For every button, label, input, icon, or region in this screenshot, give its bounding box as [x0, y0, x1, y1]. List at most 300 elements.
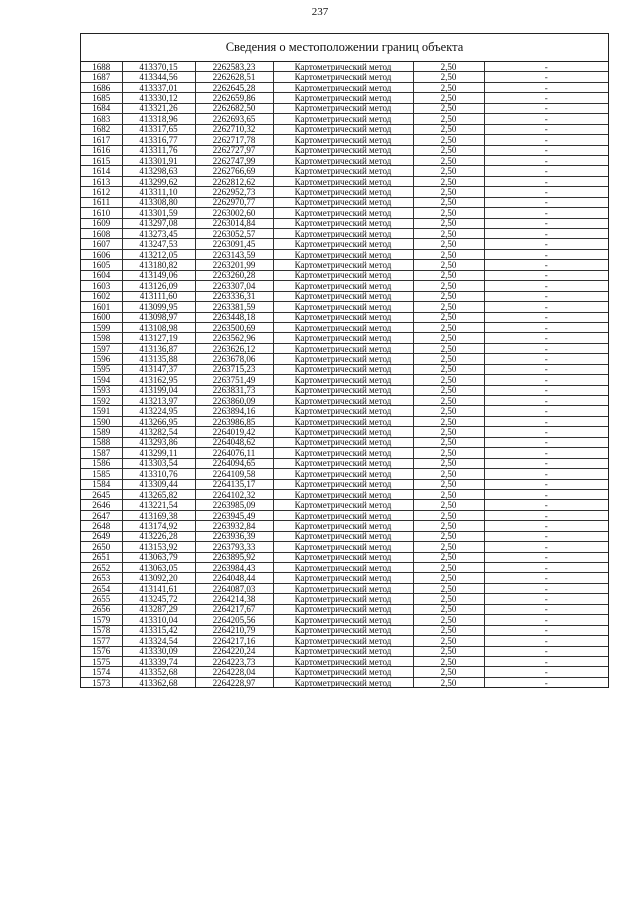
point-number-cell: 1616 — [81, 145, 122, 155]
method-cell: Картометрический метод — [273, 636, 413, 646]
x-coordinate-cell: 413293,86 — [122, 437, 195, 447]
method-cell: Картометрический метод — [273, 406, 413, 416]
y-coordinate-cell: 2264217,67 — [195, 604, 273, 614]
accuracy-cell: 2,50 — [413, 343, 484, 353]
y-coordinate-cell: 2262710,32 — [195, 124, 273, 134]
method-cell: Картометрический метод — [273, 604, 413, 614]
table-row — [81, 448, 608, 458]
note-cell: - — [484, 72, 608, 82]
y-coordinate-cell: 2263860,09 — [195, 396, 273, 406]
accuracy-cell: 2,50 — [413, 218, 484, 228]
point-number-cell: 1599 — [81, 322, 122, 332]
accuracy-cell: 2,50 — [413, 625, 484, 635]
x-coordinate-cell: 413224,95 — [122, 406, 195, 416]
table-row — [81, 343, 608, 353]
table-row — [81, 469, 608, 479]
accuracy-cell: 2,50 — [413, 500, 484, 510]
boundary-table-frame — [80, 33, 609, 688]
note-cell: - — [484, 187, 608, 197]
table-row — [81, 646, 608, 656]
accuracy-cell: 2,50 — [413, 114, 484, 124]
note-cell: - — [484, 166, 608, 176]
method-cell: Картометрический метод — [273, 82, 413, 92]
table-row — [81, 583, 608, 593]
y-coordinate-cell: 2262693,65 — [195, 114, 273, 124]
note-cell: - — [484, 656, 608, 666]
note-cell: - — [484, 677, 608, 687]
method-cell: Картометрический метод — [273, 187, 413, 197]
method-cell: Картометрический метод — [273, 145, 413, 155]
note-cell: - — [484, 375, 608, 385]
table-body — [81, 62, 608, 687]
point-number-cell: 2651 — [81, 552, 122, 562]
note-cell: - — [484, 636, 608, 646]
accuracy-cell: 2,50 — [413, 677, 484, 687]
accuracy-cell: 2,50 — [413, 124, 484, 134]
table-row — [81, 396, 608, 406]
table-row — [81, 573, 608, 583]
method-cell: Картометрический метод — [273, 677, 413, 687]
method-cell: Картометрический метод — [273, 208, 413, 218]
method-cell: Картометрический метод — [273, 458, 413, 468]
x-coordinate-cell: 413301,91 — [122, 155, 195, 165]
y-coordinate-cell: 2263894,16 — [195, 406, 273, 416]
x-coordinate-cell: 413298,63 — [122, 166, 195, 176]
method-cell: Картометрический метод — [273, 521, 413, 531]
x-coordinate-cell: 413344,56 — [122, 72, 195, 82]
point-number-cell: 2645 — [81, 489, 122, 499]
method-cell: Картометрический метод — [273, 667, 413, 677]
point-number-cell: 1683 — [81, 114, 122, 124]
point-number-cell: 2656 — [81, 604, 122, 614]
x-coordinate-cell: 413311,10 — [122, 187, 195, 197]
table-row — [81, 563, 608, 573]
table-row — [81, 135, 608, 145]
x-coordinate-cell: 413287,29 — [122, 604, 195, 614]
note-cell: - — [484, 239, 608, 249]
table-row — [81, 521, 608, 531]
y-coordinate-cell: 2264205,56 — [195, 615, 273, 625]
point-number-cell: 1592 — [81, 396, 122, 406]
note-cell: - — [484, 281, 608, 291]
accuracy-cell: 2,50 — [413, 333, 484, 343]
x-coordinate-cell: 413311,76 — [122, 145, 195, 155]
method-cell: Картометрический метод — [273, 531, 413, 541]
note-cell: - — [484, 646, 608, 656]
y-coordinate-cell: 2262583,23 — [195, 62, 273, 72]
point-number-cell: 1682 — [81, 124, 122, 134]
table-row — [81, 124, 608, 134]
note-cell: - — [484, 396, 608, 406]
x-coordinate-cell: 413149,06 — [122, 270, 195, 280]
note-cell: - — [484, 260, 608, 270]
accuracy-cell: 2,50 — [413, 396, 484, 406]
table-row — [81, 208, 608, 218]
point-number-cell: 2654 — [81, 583, 122, 593]
accuracy-cell: 2,50 — [413, 416, 484, 426]
table-row — [81, 500, 608, 510]
accuracy-cell: 2,50 — [413, 489, 484, 499]
table-row — [81, 656, 608, 666]
point-number-cell: 1609 — [81, 218, 122, 228]
table-row — [81, 281, 608, 291]
accuracy-cell: 2,50 — [413, 176, 484, 186]
y-coordinate-cell: 2263895,92 — [195, 552, 273, 562]
accuracy-cell: 2,50 — [413, 72, 484, 82]
point-number-cell: 1607 — [81, 239, 122, 249]
y-coordinate-cell: 2263678,06 — [195, 354, 273, 364]
table-row — [81, 145, 608, 155]
note-cell: - — [484, 218, 608, 228]
accuracy-cell: 2,50 — [413, 667, 484, 677]
x-coordinate-cell: 413226,28 — [122, 531, 195, 541]
point-number-cell: 1593 — [81, 385, 122, 395]
table-row — [81, 72, 608, 82]
y-coordinate-cell: 2264135,17 — [195, 479, 273, 489]
y-coordinate-cell: 2263751,49 — [195, 375, 273, 385]
x-coordinate-cell: 413330,09 — [122, 646, 195, 656]
point-number-cell: 1598 — [81, 333, 122, 343]
accuracy-cell: 2,50 — [413, 187, 484, 197]
method-cell: Картометрический метод — [273, 563, 413, 573]
y-coordinate-cell: 2262659,86 — [195, 93, 273, 103]
point-number-cell: 1604 — [81, 270, 122, 280]
y-coordinate-cell: 2263260,28 — [195, 270, 273, 280]
table-row — [81, 260, 608, 270]
y-coordinate-cell: 2262970,77 — [195, 197, 273, 207]
y-coordinate-cell: 2263932,84 — [195, 521, 273, 531]
x-coordinate-cell: 413265,82 — [122, 489, 195, 499]
table-row — [81, 489, 608, 499]
method-cell: Картометрический метод — [273, 103, 413, 113]
table-row — [81, 176, 608, 186]
accuracy-cell: 2,50 — [413, 270, 484, 280]
y-coordinate-cell: 2262727,97 — [195, 145, 273, 155]
method-cell: Картометрический метод — [273, 62, 413, 72]
point-number-cell: 1595 — [81, 364, 122, 374]
method-cell: Картометрический метод — [273, 552, 413, 562]
y-coordinate-cell: 2264220,24 — [195, 646, 273, 656]
accuracy-cell: 2,50 — [413, 448, 484, 458]
table-row — [81, 479, 608, 489]
note-cell: - — [484, 155, 608, 165]
accuracy-cell: 2,50 — [413, 364, 484, 374]
method-cell: Картометрический метод — [273, 489, 413, 499]
x-coordinate-cell: 413221,54 — [122, 500, 195, 510]
method-cell: Картометрический метод — [273, 249, 413, 259]
accuracy-cell: 2,50 — [413, 406, 484, 416]
accuracy-cell: 2,50 — [413, 249, 484, 259]
y-coordinate-cell: 2262645,28 — [195, 82, 273, 92]
accuracy-cell: 2,50 — [413, 437, 484, 447]
point-number-cell: 1578 — [81, 625, 122, 635]
x-coordinate-cell: 413111,60 — [122, 291, 195, 301]
y-coordinate-cell: 2263002,60 — [195, 208, 273, 218]
method-cell: Картометрический метод — [273, 646, 413, 656]
y-coordinate-cell: 2262682,50 — [195, 103, 273, 113]
accuracy-cell: 2,50 — [413, 375, 484, 385]
y-coordinate-cell: 2263381,59 — [195, 302, 273, 312]
method-cell: Картометрический метод — [273, 124, 413, 134]
x-coordinate-cell: 413180,82 — [122, 260, 195, 270]
method-cell: Картометрический метод — [273, 594, 413, 604]
method-cell: Картометрический метод — [273, 135, 413, 145]
table-row — [81, 406, 608, 416]
y-coordinate-cell: 2264102,32 — [195, 489, 273, 499]
note-cell: - — [484, 312, 608, 322]
point-number-cell: 2653 — [81, 573, 122, 583]
note-cell: - — [484, 594, 608, 604]
table-row — [81, 542, 608, 552]
x-coordinate-cell: 413162,95 — [122, 375, 195, 385]
table-row — [81, 218, 608, 228]
point-number-cell: 1613 — [81, 176, 122, 186]
point-number-cell: 1596 — [81, 354, 122, 364]
x-coordinate-cell: 413245,72 — [122, 594, 195, 604]
point-number-cell: 1585 — [81, 469, 122, 479]
method-cell: Картометрический метод — [273, 229, 413, 239]
accuracy-cell: 2,50 — [413, 155, 484, 165]
y-coordinate-cell: 2264109,58 — [195, 469, 273, 479]
method-cell: Картометрический метод — [273, 396, 413, 406]
point-number-cell: 1612 — [81, 187, 122, 197]
table-row — [81, 604, 608, 614]
note-cell: - — [484, 249, 608, 259]
y-coordinate-cell: 2263986,85 — [195, 416, 273, 426]
table-row — [81, 531, 608, 541]
method-cell: Картометрический метод — [273, 375, 413, 385]
accuracy-cell: 2,50 — [413, 354, 484, 364]
accuracy-cell: 2,50 — [413, 62, 484, 72]
table-row — [81, 302, 608, 312]
x-coordinate-cell: 413352,68 — [122, 667, 195, 677]
accuracy-cell: 2,50 — [413, 552, 484, 562]
x-coordinate-cell: 413297,08 — [122, 218, 195, 228]
accuracy-cell: 2,50 — [413, 93, 484, 103]
note-cell: - — [484, 531, 608, 541]
note-cell: - — [484, 458, 608, 468]
table-row — [81, 375, 608, 385]
y-coordinate-cell: 2263500,69 — [195, 322, 273, 332]
point-number-cell: 1601 — [81, 302, 122, 312]
accuracy-cell: 2,50 — [413, 594, 484, 604]
method-cell: Картометрический метод — [273, 469, 413, 479]
accuracy-cell: 2,50 — [413, 479, 484, 489]
accuracy-cell: 2,50 — [413, 197, 484, 207]
x-coordinate-cell: 413213,97 — [122, 396, 195, 406]
note-cell: - — [484, 573, 608, 583]
accuracy-cell: 2,50 — [413, 322, 484, 332]
table-row — [81, 197, 608, 207]
point-number-cell: 1600 — [81, 312, 122, 322]
method-cell: Картометрический метод — [273, 385, 413, 395]
table-row — [81, 458, 608, 468]
y-coordinate-cell: 2263052,57 — [195, 229, 273, 239]
accuracy-cell: 2,50 — [413, 542, 484, 552]
point-number-cell: 1574 — [81, 667, 122, 677]
note-cell: - — [484, 469, 608, 479]
y-coordinate-cell: 2264214,38 — [195, 594, 273, 604]
note-cell: - — [484, 302, 608, 312]
table-row — [81, 229, 608, 239]
accuracy-cell: 2,50 — [413, 656, 484, 666]
method-cell: Картометрический метод — [273, 354, 413, 364]
accuracy-cell: 2,50 — [413, 260, 484, 270]
accuracy-cell: 2,50 — [413, 281, 484, 291]
x-coordinate-cell: 413099,95 — [122, 302, 195, 312]
method-cell: Картометрический метод — [273, 302, 413, 312]
method-cell: Картометрический метод — [273, 114, 413, 124]
point-number-cell: 1610 — [81, 208, 122, 218]
accuracy-cell: 2,50 — [413, 563, 484, 573]
x-coordinate-cell: 413063,05 — [122, 563, 195, 573]
point-number-cell: 1594 — [81, 375, 122, 385]
y-coordinate-cell: 2263945,49 — [195, 510, 273, 520]
point-number-cell: 1687 — [81, 72, 122, 82]
method-cell: Картометрический метод — [273, 197, 413, 207]
method-cell: Картометрический метод — [273, 239, 413, 249]
table-row — [81, 82, 608, 92]
table-row — [81, 636, 608, 646]
y-coordinate-cell: 2264228,04 — [195, 667, 273, 677]
note-cell: - — [484, 615, 608, 625]
point-number-cell: 1617 — [81, 135, 122, 145]
note-cell: - — [484, 62, 608, 72]
table-row — [81, 270, 608, 280]
table-row — [81, 416, 608, 426]
method-cell: Картометрический метод — [273, 437, 413, 447]
point-number-cell: 1688 — [81, 62, 122, 72]
point-number-cell: 1597 — [81, 343, 122, 353]
method-cell: Картометрический метод — [273, 427, 413, 437]
y-coordinate-cell: 2263984,43 — [195, 563, 273, 573]
y-coordinate-cell: 2262766,69 — [195, 166, 273, 176]
note-cell: - — [484, 114, 608, 124]
note-cell: - — [484, 521, 608, 531]
accuracy-cell: 2,50 — [413, 229, 484, 239]
x-coordinate-cell: 413247,53 — [122, 239, 195, 249]
table-row — [81, 312, 608, 322]
note-cell: - — [484, 270, 608, 280]
point-number-cell: 1614 — [81, 166, 122, 176]
y-coordinate-cell: 2262952,73 — [195, 187, 273, 197]
accuracy-cell: 2,50 — [413, 135, 484, 145]
x-coordinate-cell: 413108,98 — [122, 322, 195, 332]
x-coordinate-cell: 413324,54 — [122, 636, 195, 646]
note-cell: - — [484, 145, 608, 155]
method-cell: Картометрический метод — [273, 218, 413, 228]
x-coordinate-cell: 413318,96 — [122, 114, 195, 124]
y-coordinate-cell: 2263985,09 — [195, 500, 273, 510]
y-coordinate-cell: 2263014,84 — [195, 218, 273, 228]
x-coordinate-cell: 413299,11 — [122, 448, 195, 458]
point-number-cell: 2649 — [81, 531, 122, 541]
point-number-cell: 1587 — [81, 448, 122, 458]
note-cell: - — [484, 197, 608, 207]
note-cell: - — [484, 552, 608, 562]
note-cell: - — [484, 479, 608, 489]
y-coordinate-cell: 2263201,99 — [195, 260, 273, 270]
table-row — [81, 249, 608, 259]
note-cell: - — [484, 667, 608, 677]
note-cell: - — [484, 82, 608, 92]
x-coordinate-cell: 413282,54 — [122, 427, 195, 437]
method-cell: Картометрический метод — [273, 343, 413, 353]
x-coordinate-cell: 413174,92 — [122, 521, 195, 531]
x-coordinate-cell: 413266,95 — [122, 416, 195, 426]
point-number-cell: 2646 — [81, 500, 122, 510]
accuracy-cell: 2,50 — [413, 469, 484, 479]
x-coordinate-cell: 413337,01 — [122, 82, 195, 92]
y-coordinate-cell: 2264210,79 — [195, 625, 273, 635]
x-coordinate-cell: 413310,04 — [122, 615, 195, 625]
table-row — [81, 364, 608, 374]
x-coordinate-cell: 413309,44 — [122, 479, 195, 489]
point-number-cell: 1684 — [81, 103, 122, 113]
note-cell: - — [484, 364, 608, 374]
note-cell: - — [484, 291, 608, 301]
accuracy-cell: 2,50 — [413, 103, 484, 113]
x-coordinate-cell: 413273,45 — [122, 229, 195, 239]
method-cell: Картометрический метод — [273, 479, 413, 489]
x-coordinate-cell: 413147,37 — [122, 364, 195, 374]
table-row — [81, 114, 608, 124]
y-coordinate-cell: 2263143,59 — [195, 249, 273, 259]
x-coordinate-cell: 413199,04 — [122, 385, 195, 395]
point-number-cell: 1576 — [81, 646, 122, 656]
x-coordinate-cell: 413169,38 — [122, 510, 195, 520]
note-cell: - — [484, 563, 608, 573]
method-cell: Картометрический метод — [273, 500, 413, 510]
method-cell: Картометрический метод — [273, 93, 413, 103]
table-row — [81, 354, 608, 364]
note-cell: - — [484, 333, 608, 343]
table-row — [81, 166, 608, 176]
method-cell: Картометрический метод — [273, 416, 413, 426]
y-coordinate-cell: 2263091,45 — [195, 239, 273, 249]
note-cell: - — [484, 343, 608, 353]
y-coordinate-cell: 2263562,96 — [195, 333, 273, 343]
table-row — [81, 427, 608, 437]
method-cell: Картометрический метод — [273, 573, 413, 583]
x-coordinate-cell: 413339,74 — [122, 656, 195, 666]
accuracy-cell: 2,50 — [413, 646, 484, 656]
boundary-points-table — [81, 62, 608, 687]
x-coordinate-cell: 413370,15 — [122, 62, 195, 72]
accuracy-cell: 2,50 — [413, 583, 484, 593]
table-row — [81, 437, 608, 447]
table-row — [81, 510, 608, 520]
note-cell: - — [484, 229, 608, 239]
point-number-cell: 2648 — [81, 521, 122, 531]
x-coordinate-cell: 413362,68 — [122, 677, 195, 687]
y-coordinate-cell: 2262747,99 — [195, 155, 273, 165]
x-coordinate-cell: 413321,26 — [122, 103, 195, 113]
accuracy-cell: 2,50 — [413, 145, 484, 155]
method-cell: Картометрический метод — [273, 270, 413, 280]
page-number: 237 — [311, 6, 329, 18]
method-cell: Картометрический метод — [273, 333, 413, 343]
accuracy-cell: 2,50 — [413, 604, 484, 614]
point-number-cell: 1611 — [81, 197, 122, 207]
accuracy-cell: 2,50 — [413, 615, 484, 625]
point-number-cell: 1577 — [81, 636, 122, 646]
note-cell: - — [484, 385, 608, 395]
point-number-cell: 1686 — [81, 82, 122, 92]
accuracy-cell: 2,50 — [413, 521, 484, 531]
x-coordinate-cell: 413136,87 — [122, 343, 195, 353]
method-cell: Картометрический метод — [273, 625, 413, 635]
